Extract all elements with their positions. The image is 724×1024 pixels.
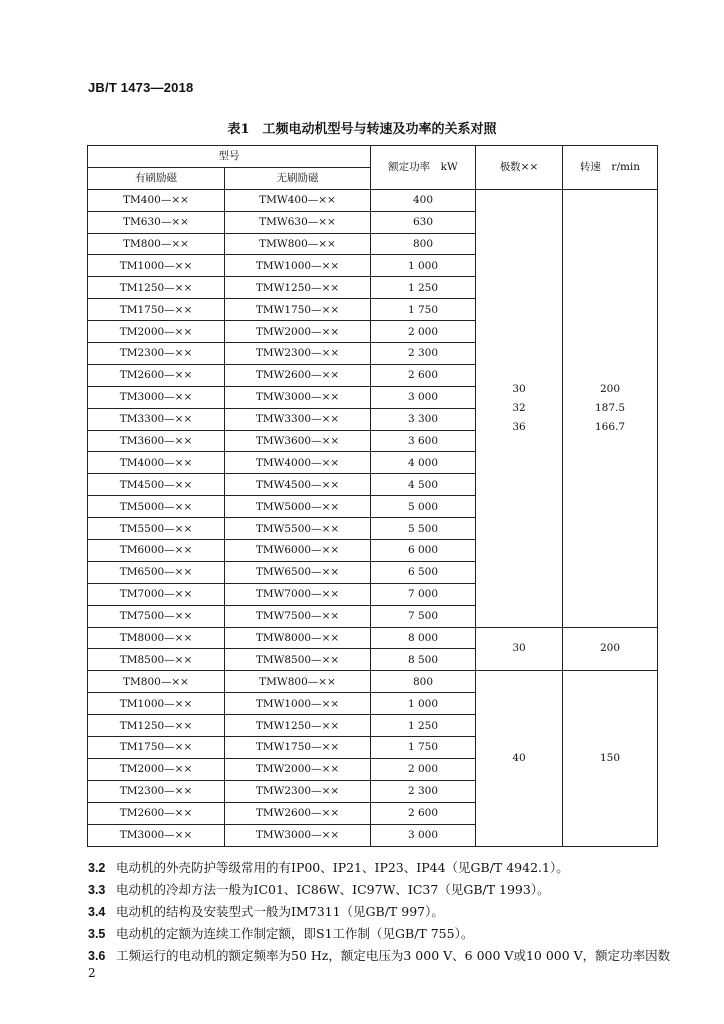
cell-brush: TM3300—×× bbox=[88, 408, 225, 430]
cell-brushless: TMW3600—×× bbox=[225, 430, 371, 452]
clause-list bbox=[88, 857, 671, 967]
cell-power: 400 bbox=[371, 189, 476, 211]
cell-brush: TM1750—×× bbox=[88, 737, 225, 759]
cell-brushless: TMW1250—×× bbox=[225, 715, 371, 737]
speed-value: 166.7 bbox=[594, 420, 626, 433]
cell-brush: TM6500—×× bbox=[88, 561, 225, 583]
cell-brushless: TMW4500—×× bbox=[225, 474, 371, 496]
speed-value: 187.5 bbox=[594, 401, 626, 414]
header-brushless: 无刷励磁 bbox=[225, 167, 371, 189]
cell-brushless: TMW2600—×× bbox=[225, 802, 371, 824]
cell-brushless: TMW7500—×× bbox=[225, 605, 371, 627]
cell-power: 2 600 bbox=[371, 364, 476, 386]
clause-3-5 bbox=[88, 923, 658, 945]
page-number: 2 bbox=[88, 966, 96, 980]
header-power: 额定功率 kW bbox=[371, 146, 476, 190]
cell-brush: TM3000—×× bbox=[88, 386, 225, 408]
cell-brush: TM3000—×× bbox=[88, 824, 225, 846]
cell-power: 1 250 bbox=[371, 277, 476, 299]
cell-brush: TM2300—×× bbox=[88, 343, 225, 365]
cell-brush: TM2600—×× bbox=[88, 802, 225, 824]
cell-power: 5 000 bbox=[371, 496, 476, 518]
clause-text: 电动机的外壳防护等级常用的有IP00、IP21、IP23、IP44（见GB/T 4942.1）。 bbox=[116, 860, 569, 875]
cell-brushless: TMW8000—×× bbox=[225, 627, 371, 649]
cell-power: 1 000 bbox=[371, 693, 476, 715]
speed-value: 200 bbox=[599, 642, 621, 655]
pole-value: 30 bbox=[512, 382, 526, 395]
cell-power: 1 750 bbox=[371, 299, 476, 321]
cell-brushless: TMW6000—×× bbox=[225, 540, 371, 562]
cell-brushless: TMW2300—×× bbox=[225, 343, 371, 365]
cell-brush: TM400—×× bbox=[88, 189, 225, 211]
cell-speed bbox=[563, 189, 658, 627]
cell-brush: TM5500—×× bbox=[88, 518, 225, 540]
cell-brush: TM6000—×× bbox=[88, 540, 225, 562]
cell-brush: TM2000—×× bbox=[88, 758, 225, 780]
cell-brush: TM8500—×× bbox=[88, 649, 225, 671]
cell-power: 3 000 bbox=[371, 386, 476, 408]
speed-value: 150 bbox=[599, 751, 621, 764]
cell-power: 3 600 bbox=[371, 430, 476, 452]
cell-brush: TM800—×× bbox=[88, 233, 225, 255]
header-row bbox=[88, 146, 658, 168]
cell-poles bbox=[476, 671, 563, 846]
clause-number: 3.6 bbox=[88, 949, 106, 963]
speed-value: 200 bbox=[599, 382, 621, 395]
clause-text: 电动机的冷却方法一般为IC01、IC86W、IC97W、IC37（见GB/T 1993）。 bbox=[116, 882, 550, 897]
cell-brush: TM1750—×× bbox=[88, 299, 225, 321]
cell-brush: TM1250—×× bbox=[88, 715, 225, 737]
pole-value: 40 bbox=[512, 751, 526, 764]
cell-brushless: TMW4000—×× bbox=[225, 452, 371, 474]
header-brush: 有刷励磁 bbox=[88, 167, 225, 189]
cell-power: 6 000 bbox=[371, 540, 476, 562]
speed-values bbox=[600, 749, 620, 768]
cell-brush: TM1250—×× bbox=[88, 277, 225, 299]
cell-power: 8 000 bbox=[371, 627, 476, 649]
clause-text: 电动机的定额为连续工作制定额，即S1工作制（见GB/T 755）。 bbox=[116, 926, 474, 941]
motor-spec-table bbox=[87, 145, 658, 847]
cell-brushless: TMW630—×× bbox=[225, 211, 371, 233]
table-row bbox=[88, 189, 658, 211]
speed-values bbox=[600, 639, 620, 658]
cell-brush: TM7500—×× bbox=[88, 605, 225, 627]
poles-values bbox=[512, 749, 525, 768]
cell-speed bbox=[563, 671, 658, 846]
header-model: 型号 bbox=[88, 146, 371, 168]
cell-brushless: TMW5000—×× bbox=[225, 496, 371, 518]
header-poles: 极数×× bbox=[476, 146, 563, 190]
cell-brushless: TMW2000—×× bbox=[225, 321, 371, 343]
table-title: 表1 工频电动机型号与转速及功率的关系对照 bbox=[227, 122, 497, 137]
cell-power: 800 bbox=[371, 233, 476, 255]
cell-brush: TM800—×× bbox=[88, 671, 225, 693]
clause-text: 工频运行的电动机的额定频率为50 Hz，额定电压为3 000 V、6 000 V或10 000 V，额定功率因数 bbox=[116, 948, 671, 963]
cell-brush: TM5000—×× bbox=[88, 496, 225, 518]
pole-value: 32 bbox=[512, 401, 526, 414]
cell-brushless: TMW5500—×× bbox=[225, 518, 371, 540]
cell-brush: TM2300—×× bbox=[88, 780, 225, 802]
cell-brushless: TMW8500—×× bbox=[225, 649, 371, 671]
header-speed: 转速 r/min bbox=[563, 146, 658, 190]
cell-brushless: TMW6500—×× bbox=[225, 561, 371, 583]
poles-values bbox=[512, 380, 525, 437]
pole-value: 30 bbox=[512, 642, 526, 655]
cell-power: 2 000 bbox=[371, 758, 476, 780]
cell-brushless: TMW2600—×× bbox=[225, 364, 371, 386]
cell-power: 3 000 bbox=[371, 824, 476, 846]
cell-power: 4 500 bbox=[371, 474, 476, 496]
cell-brush: TM4000—×× bbox=[88, 452, 225, 474]
cell-brushless: TMW2000—×× bbox=[225, 758, 371, 780]
cell-brushless: TMW1250—×× bbox=[225, 277, 371, 299]
cell-brushless: TMW1750—×× bbox=[225, 737, 371, 759]
cell-brush: TM7000—×× bbox=[88, 583, 225, 605]
cell-brush: TM2000—×× bbox=[88, 321, 225, 343]
clause-3-3 bbox=[88, 879, 658, 901]
cell-power: 2 000 bbox=[371, 321, 476, 343]
clause-number: 3.4 bbox=[88, 905, 106, 919]
cell-power: 800 bbox=[371, 671, 476, 693]
cell-brushless: TMW800—×× bbox=[225, 671, 371, 693]
cell-power: 7 500 bbox=[371, 605, 476, 627]
cell-power: 1 000 bbox=[371, 255, 476, 277]
cell-power: 7 000 bbox=[371, 583, 476, 605]
cell-speed bbox=[563, 627, 658, 671]
cell-poles bbox=[476, 189, 563, 627]
cell-power: 4 000 bbox=[371, 452, 476, 474]
clause-number: 3.3 bbox=[88, 883, 106, 897]
table-row bbox=[88, 671, 658, 693]
cell-power: 1 750 bbox=[371, 737, 476, 759]
cell-power: 2 300 bbox=[371, 780, 476, 802]
cell-brush: TM3600—×× bbox=[88, 430, 225, 452]
cell-power: 6 500 bbox=[371, 561, 476, 583]
cell-brushless: TMW3000—×× bbox=[225, 824, 371, 846]
clause-3-4 bbox=[88, 901, 658, 923]
cell-power: 630 bbox=[371, 211, 476, 233]
cell-brushless: TMW2300—×× bbox=[225, 780, 371, 802]
clause-number: 3.5 bbox=[88, 927, 106, 941]
cell-brush: TM4500—×× bbox=[88, 474, 225, 496]
poles-values bbox=[512, 639, 525, 658]
cell-brushless: TMW3300—×× bbox=[225, 408, 371, 430]
speed-values bbox=[595, 380, 625, 437]
cell-brushless: TMW800—×× bbox=[225, 233, 371, 255]
cell-brushless: TMW1000—×× bbox=[225, 255, 371, 277]
cell-power: 5 500 bbox=[371, 518, 476, 540]
cell-power: 3 300 bbox=[371, 408, 476, 430]
cell-brushless: TMW3000—×× bbox=[225, 386, 371, 408]
cell-brushless: TMW7000—×× bbox=[225, 583, 371, 605]
cell-brush: TM630—×× bbox=[88, 211, 225, 233]
table-row bbox=[88, 627, 658, 649]
clause-3-6 bbox=[88, 945, 671, 967]
cell-brush: TM8000—×× bbox=[88, 627, 225, 649]
clause-text: 电动机的结构及安装型式一般为IM7311（见GB/T 997）。 bbox=[116, 904, 444, 919]
cell-power: 2 600 bbox=[371, 802, 476, 824]
cell-brush: TM2600—×× bbox=[88, 364, 225, 386]
cell-power: 8 500 bbox=[371, 649, 476, 671]
pole-value: 36 bbox=[512, 420, 526, 433]
clause-number: 3.2 bbox=[88, 861, 106, 875]
cell-brushless: TMW400—×× bbox=[225, 189, 371, 211]
cell-brush: TM1000—×× bbox=[88, 693, 225, 715]
cell-power: 2 300 bbox=[371, 343, 476, 365]
cell-brushless: TMW1750—×× bbox=[225, 299, 371, 321]
cell-power: 1 250 bbox=[371, 715, 476, 737]
clause-3-2 bbox=[88, 857, 658, 879]
cell-brush: TM1000—×× bbox=[88, 255, 225, 277]
table-body bbox=[88, 189, 658, 846]
cell-brushless: TMW1000—×× bbox=[225, 693, 371, 715]
standard-code: JB/T 1473—2018 bbox=[88, 80, 194, 95]
cell-poles bbox=[476, 627, 563, 671]
